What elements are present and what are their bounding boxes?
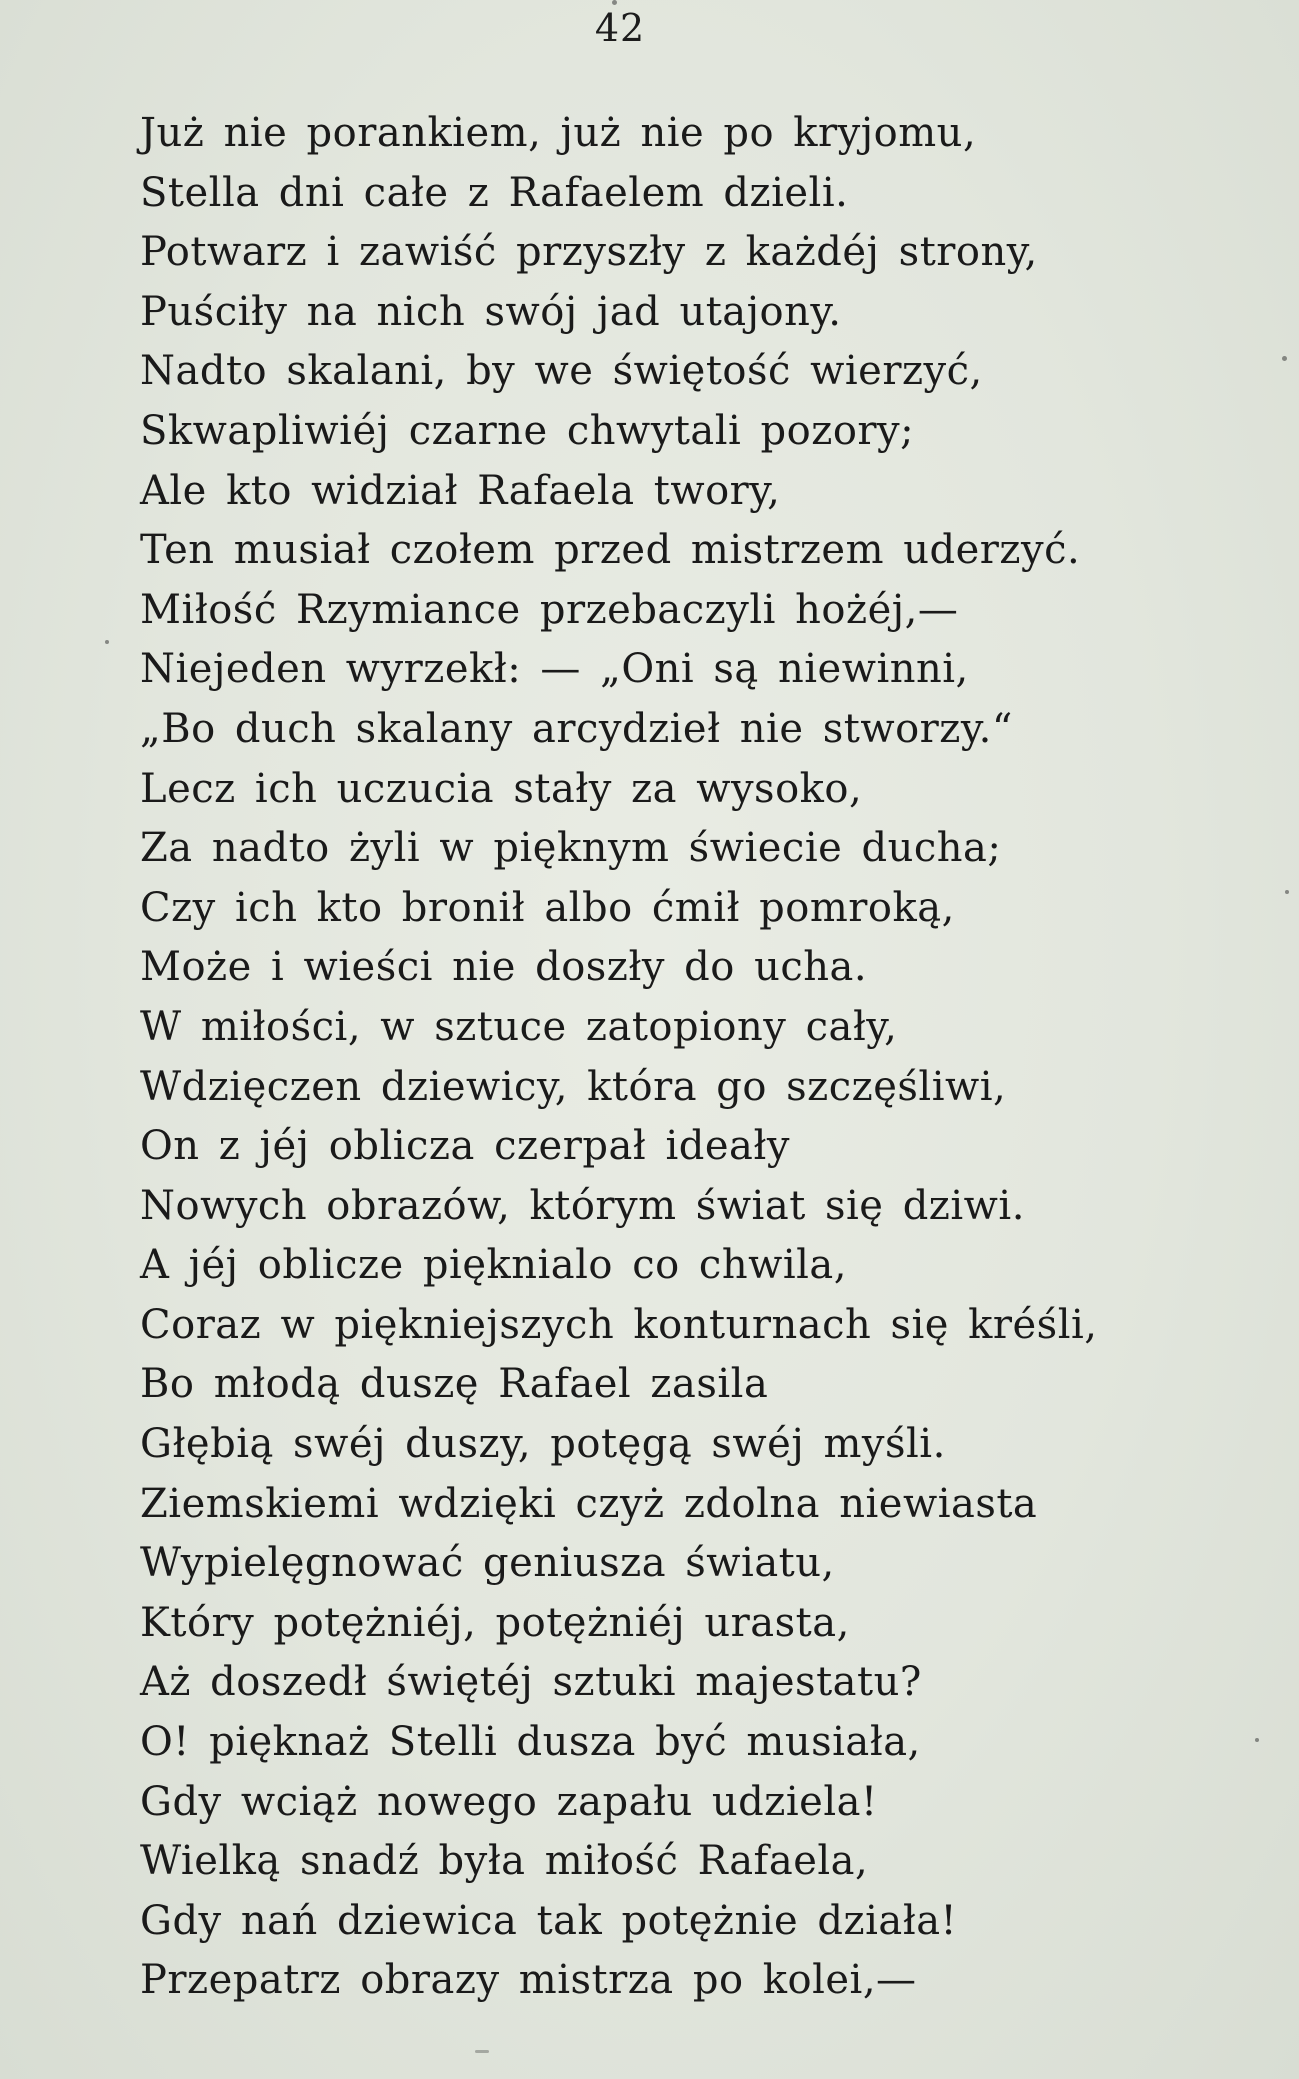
paper-speck — [1282, 356, 1287, 361]
paper-speck — [1285, 890, 1289, 894]
poem-line: Skwapliwiéj czarne chwytali pozory; — [140, 407, 915, 454]
poem-line: Niejeden wyrzekł: — „Oni są niewinni, — [140, 646, 969, 693]
poem-line: On z jéj oblicza czerpał ideały — [140, 1123, 790, 1170]
poem-line: Nowych obrazów, którym świat się dziwi. — [140, 1182, 1025, 1229]
poem-line: Który potężniéj, potężniéj urasta, — [140, 1599, 850, 1646]
poem-line: A jéj oblicze pięknialo co chwila, — [140, 1242, 847, 1289]
poem-line: Głębią swéj duszy, potęgą swéj myśli. — [140, 1421, 946, 1468]
poem-line: Gdy nań dziewica tak potężnie działa! — [140, 1897, 958, 1944]
poem-line: Puściły na nich swój jad utajony. — [140, 288, 842, 335]
poem-line: Coraz w piękniejszych konturnach się kréśli, — [140, 1301, 1098, 1348]
poem-line: Może i wieści nie doszły do ucha. — [140, 944, 868, 991]
poem-line: Wypielęgnować geniusza światu, — [140, 1540, 835, 1587]
paper-speck — [612, 0, 617, 5]
poem-line: „Bo duch skalany arcydzieł nie stworzy.“ — [140, 705, 1013, 752]
poem-line: Za nadto żyli w pięknym świecie ducha; — [140, 825, 1002, 872]
poem-line: Nadto skalani, by we świętość wierzyć, — [140, 348, 983, 395]
poem-line: Już nie porankiem, już nie po kryjomu, — [140, 110, 977, 156]
poem-line: Przepatrz obrazy mistrza po kolei,— — [140, 1957, 917, 2004]
poem-line: O! pięknaż Stelli dusza być musiała, — [140, 1719, 921, 1766]
poem-text — [140, 104, 1260, 2011]
poem-line: Stella dni całe z Rafaelem dzieli. — [140, 169, 849, 216]
poem-line: Czy ich kto bronił albo ćmił pomroką, — [140, 884, 955, 931]
poem-line: Potwarz i zawiść przyszły z każdéj strony, — [140, 229, 1038, 276]
poem-line: Aż doszedł świętéj sztuki majestatu? — [140, 1659, 922, 1706]
paper-speck — [105, 640, 109, 644]
poem-line: Ten musiał czołem przed mistrzem uderzyć. — [140, 527, 1081, 574]
poem-line: Gdy wciąż nowego zapału udziela! — [140, 1778, 878, 1825]
poem-line: Wdzięczen dziewicy, która go szczęśliwi, — [140, 1063, 1007, 1110]
paper-speck — [475, 2050, 489, 2053]
poem-line: Miłość Rzymiance przebaczyli hożéj,— — [140, 586, 959, 633]
poem-line: W miłości, w sztuce zatopiony cały, — [140, 1003, 898, 1050]
poem-line: Lecz ich uczucia stały za wysoko, — [140, 765, 863, 812]
poem-line: Wielką snadź była miłość Rafaela, — [140, 1838, 869, 1885]
poem-line: Bo młodą duszę Rafael zasila — [140, 1361, 769, 1408]
poem-line: Ziemskiemi wdzięki czyż zdolna niewiasta — [140, 1480, 1038, 1527]
poem-line: Ale kto widział Rafaela twory, — [140, 467, 781, 514]
paper-speck — [1255, 1738, 1259, 1742]
page-number: 42 — [594, 6, 646, 50]
